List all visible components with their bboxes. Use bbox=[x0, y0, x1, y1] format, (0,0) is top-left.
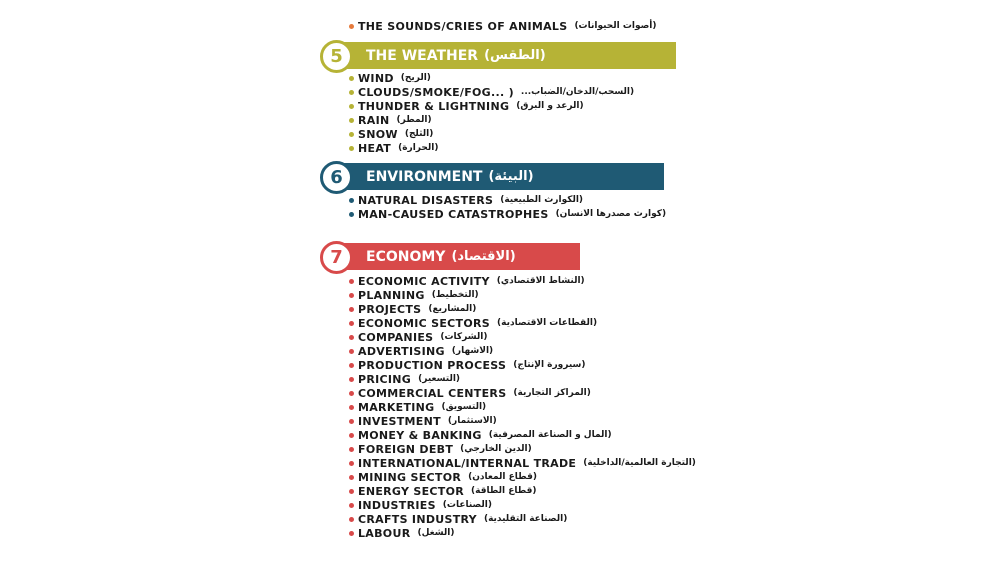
item-label: INTERNATIONAL/INTERNAL TRADE bbox=[358, 456, 577, 470]
list-item bbox=[349, 484, 537, 498]
item-label: ECONOMIC ACTIVITY bbox=[358, 274, 490, 288]
bullet-icon bbox=[349, 90, 354, 95]
item-label-ar: (الصناعات) bbox=[442, 500, 492, 510]
item-label: MARKETING bbox=[358, 400, 435, 414]
list-item bbox=[349, 330, 487, 344]
bullet-icon bbox=[349, 146, 354, 151]
item-label: ENERGY SECTOR bbox=[358, 484, 465, 498]
list-item bbox=[349, 414, 497, 428]
item-label-ar: (المال و الصناعة المصرفية) bbox=[488, 430, 612, 440]
list-item bbox=[349, 428, 612, 442]
bullet-icon bbox=[349, 76, 354, 81]
list-item bbox=[349, 127, 433, 141]
item-label-ar: (القطاعات الاقتصادية) bbox=[497, 318, 598, 328]
item-label-ar: (الدين الخارجي) bbox=[460, 444, 532, 454]
bullet-icon bbox=[349, 475, 354, 480]
item-label-ar: (الصناعة التقليدية) bbox=[483, 514, 568, 524]
bullet-icon bbox=[349, 517, 354, 522]
item-label-ar: (الاشهار) bbox=[451, 346, 494, 356]
item-label: PROJECTS bbox=[358, 302, 422, 316]
section-title-ar: (البيئة) bbox=[488, 169, 534, 184]
item-label-ar: (أصوات الحيوانات) bbox=[574, 21, 657, 31]
list-item bbox=[349, 526, 454, 540]
section-title: ECONOMY bbox=[366, 248, 446, 265]
item-label: HEAT bbox=[358, 141, 392, 155]
item-label: MONEY & BANKING bbox=[358, 428, 482, 442]
item-label-ar: (قطاع الطاقة) bbox=[471, 486, 537, 496]
section-banner bbox=[344, 42, 676, 69]
list-item bbox=[349, 386, 591, 400]
list-item bbox=[349, 498, 492, 512]
list-item bbox=[349, 302, 476, 316]
list-item bbox=[349, 316, 597, 330]
item-label-ar: (الشغل) bbox=[417, 528, 455, 538]
bullet-icon bbox=[349, 321, 354, 326]
item-label-ar: (الريح) bbox=[400, 73, 431, 83]
bullet-icon bbox=[349, 363, 354, 368]
item-label: PRICING bbox=[358, 372, 412, 386]
item-label: WIND bbox=[358, 71, 394, 85]
item-label: ECONOMIC SECTORS bbox=[358, 316, 490, 330]
section-title: THE WEATHER bbox=[366, 47, 479, 64]
bullet-icon bbox=[349, 307, 354, 312]
item-label: MINING SECTOR bbox=[358, 470, 462, 484]
list-item bbox=[349, 207, 666, 221]
section-number-badge: 6 bbox=[320, 161, 353, 194]
item-label-ar: (الرعد و البرق) bbox=[516, 101, 584, 111]
item-label-ar: (التسعير) bbox=[418, 374, 461, 384]
section-title-ar: (الاقتصاد) bbox=[451, 249, 516, 264]
list-item bbox=[349, 274, 585, 288]
section-banner bbox=[344, 243, 580, 270]
item-label-ar: (النشاط الاقتصادي) bbox=[496, 276, 585, 286]
item-label: PRODUCTION PROCESS bbox=[358, 358, 507, 372]
item-label: ADVERTISING bbox=[358, 344, 445, 358]
list-item bbox=[349, 442, 532, 456]
item-label-ar: (الثلج) bbox=[404, 129, 434, 139]
bullet-icon bbox=[349, 503, 354, 508]
list-item bbox=[349, 113, 432, 127]
bullet-icon bbox=[349, 419, 354, 424]
section-banner bbox=[344, 163, 664, 190]
bullet-icon bbox=[349, 447, 354, 452]
item-label-ar: (كوارث مصدرها الانسان) bbox=[555, 209, 667, 219]
list-item bbox=[349, 193, 583, 207]
item-label: SNOW bbox=[358, 127, 398, 141]
item-label: CLOUDS/SMOKE/FOG... ) bbox=[358, 85, 514, 99]
item-label-ar: (المشاريع) bbox=[428, 304, 477, 314]
item-label: COMMERCIAL CENTERS bbox=[358, 386, 507, 400]
item-label: THUNDER & LIGHTNING bbox=[358, 99, 510, 113]
item-label-ar: (المطر) bbox=[396, 115, 432, 125]
item-label: INVESTMENT bbox=[358, 414, 441, 428]
list-item bbox=[349, 358, 586, 372]
list-item bbox=[349, 400, 486, 414]
bullet-icon bbox=[349, 335, 354, 340]
bullet-icon bbox=[349, 104, 354, 109]
item-label-ar: (التجارة العالمية/الداخلية) bbox=[583, 458, 696, 468]
item-label-ar: (قطاع المعادن) bbox=[468, 472, 537, 482]
list-item bbox=[349, 288, 479, 302]
item-label-ar: (سيرورة الإنتاج) bbox=[513, 360, 586, 370]
item-label-ar: (الاستثمار) bbox=[447, 416, 497, 426]
bullet-icon bbox=[349, 377, 354, 382]
bullet-icon bbox=[349, 461, 354, 466]
item-label: COMPANIES bbox=[358, 330, 434, 344]
item-label: LABOUR bbox=[358, 526, 411, 540]
bullet-icon bbox=[349, 24, 354, 29]
list-item bbox=[349, 470, 537, 484]
item-label-ar: (الكوارث الطبيعية) bbox=[500, 195, 584, 205]
item-label: MAN-CAUSED CATASTROPHES bbox=[358, 207, 549, 221]
list-item bbox=[349, 512, 567, 526]
section-title-ar: (الطقس) bbox=[484, 48, 546, 63]
bullet-icon bbox=[349, 279, 354, 284]
item-label-ar: (الشركات) bbox=[440, 332, 488, 342]
item-label-ar: (التسويق) bbox=[441, 402, 487, 412]
list-item bbox=[349, 141, 438, 155]
bullet-icon bbox=[349, 212, 354, 217]
item-label-ar: (المراكز التجارية) bbox=[513, 388, 591, 398]
list-item bbox=[349, 456, 696, 470]
list-item bbox=[349, 71, 431, 85]
bullet-icon bbox=[349, 391, 354, 396]
list-item bbox=[349, 99, 584, 113]
bullet-icon bbox=[349, 293, 354, 298]
item-label: INDUSTRIES bbox=[358, 498, 436, 512]
bullet-icon bbox=[349, 531, 354, 536]
bullet-icon bbox=[349, 132, 354, 137]
section-number-badge: 7 bbox=[320, 241, 353, 274]
item-label-ar: (السحب/الدخان/الضباب... bbox=[520, 87, 635, 97]
item-label: NATURAL DISASTERS bbox=[358, 193, 494, 207]
item-label: THE SOUNDS/CRIES OF ANIMALS bbox=[358, 19, 568, 33]
bullet-icon bbox=[349, 433, 354, 438]
bullet-icon bbox=[349, 198, 354, 203]
list-item bbox=[349, 85, 634, 99]
item-label-ar: (الحرارة) bbox=[398, 143, 439, 153]
list-item bbox=[349, 19, 657, 33]
section-number-badge: 5 bbox=[320, 40, 353, 73]
bullet-icon bbox=[349, 405, 354, 410]
list-item bbox=[349, 372, 460, 386]
item-label-ar: (التخطيط) bbox=[431, 290, 479, 300]
item-label: FOREIGN DEBT bbox=[358, 442, 454, 456]
section-title: ENVIRONMENT bbox=[366, 168, 483, 185]
item-label: PLANNING bbox=[358, 288, 425, 302]
bullet-icon bbox=[349, 118, 354, 123]
item-label: CRAFTS INDUSTRY bbox=[358, 512, 477, 526]
list-item bbox=[349, 344, 493, 358]
bullet-icon bbox=[349, 349, 354, 354]
item-label: RAIN bbox=[358, 113, 390, 127]
bullet-icon bbox=[349, 489, 354, 494]
